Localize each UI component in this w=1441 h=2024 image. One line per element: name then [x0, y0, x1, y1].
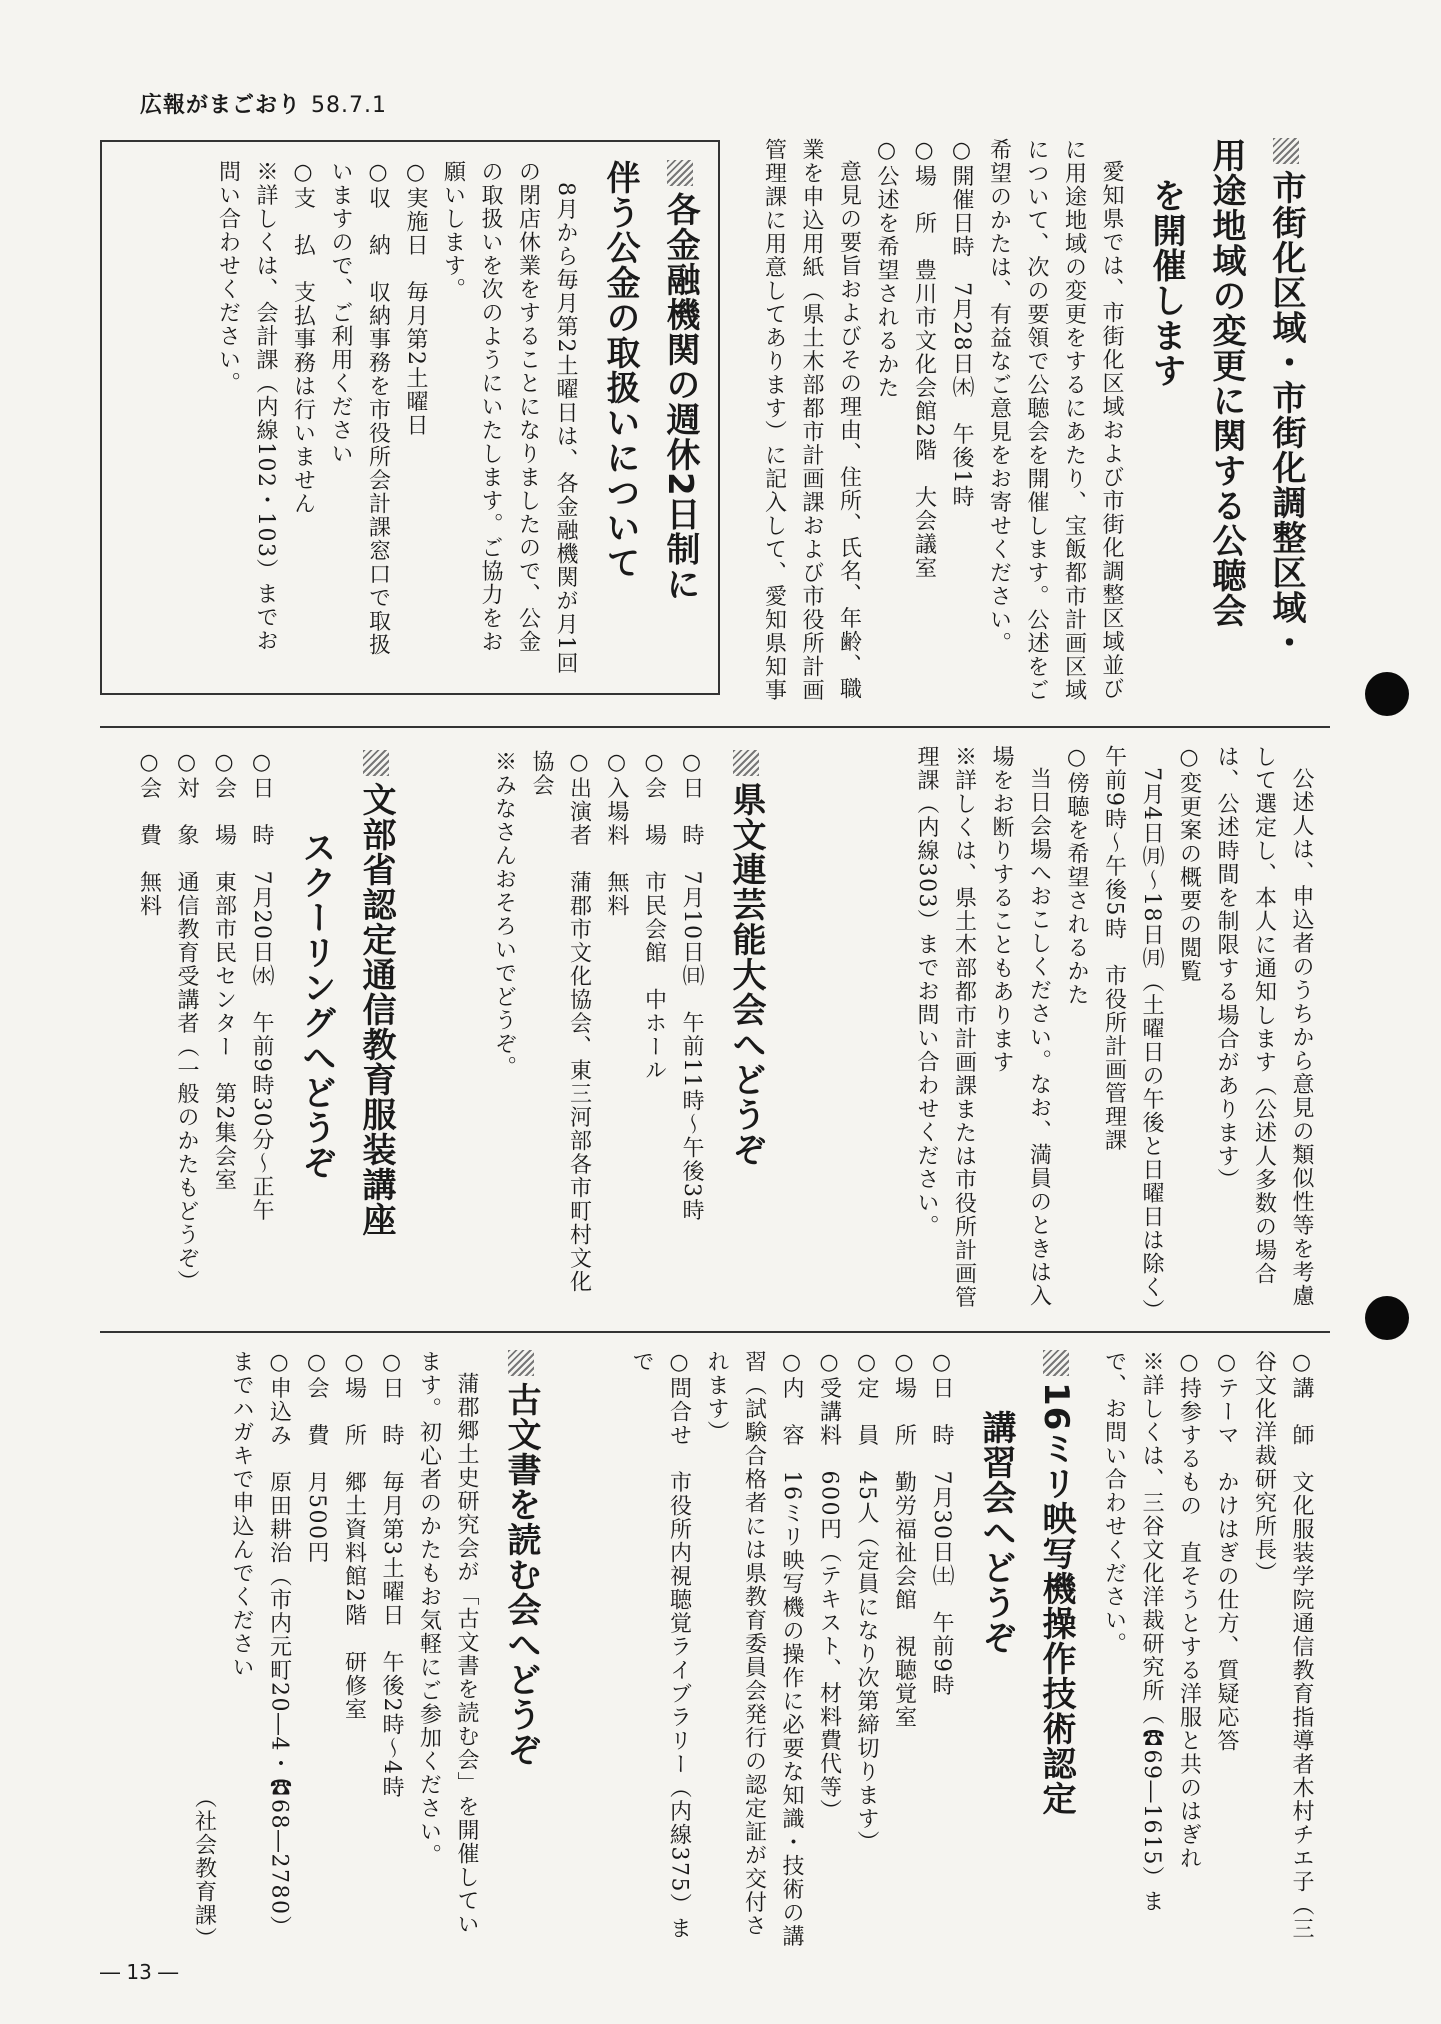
- info-row: ○受講料600円（テキスト、材料費代等）: [816, 1350, 842, 1823]
- info-row: ○会 費無料: [136, 750, 162, 918]
- article-title: 16ミリ映写機操作技術認定: [1032, 1350, 1080, 1950]
- punch-hole-top: [1365, 672, 1409, 716]
- article-title: 用途地域の変更に関する公聴会: [1206, 138, 1246, 628]
- info-row: ○日 時7月30日㈯ 午前9時: [929, 1350, 954, 1697]
- info-heading: ○変更案の概要の閲覧: [1176, 745, 1202, 983]
- info-row: ○対 象通信教育受講者（一般のかたもどうぞ）: [174, 750, 199, 1294]
- info-row: ○会 費月500円: [304, 1350, 329, 1564]
- article-title: 市街化区域・市街化調整区域・: [1262, 138, 1310, 713]
- hatch-icon: [508, 1350, 534, 1376]
- info-row: ○収 納収納事務を市役所会計課窓口で取扱いますので、ご利用ください: [328, 160, 391, 657]
- info-row: ○講 師文化服装学院通信教育指導者木村チエ子（三谷文化洋裁研究所長）: [1251, 1350, 1314, 1941]
- divider-bottom: [100, 1331, 1330, 1333]
- info-row: ○出演者蒲郡市文化協会、東三河部各市町村文化協会: [529, 750, 592, 1294]
- info-row: ○日 時7月20日㈬ 午前9時30分～正午: [249, 750, 274, 1222]
- info-row: ○定 員45人（定員になり次第締切ります）: [854, 1350, 879, 1854]
- info-row: ○場 所勤労福祉会館 視聴覚室: [891, 1350, 917, 1729]
- info-row: ○日 時7月10日㈰ 午前11時～午後3時: [679, 750, 704, 1222]
- info-row: ○テーマかけはぎの仕方、質疑応答: [1214, 1350, 1239, 1753]
- punch-hole-bottom: [1365, 1296, 1409, 1340]
- info-note: ※詳しくは、会計課（内線102・103）までお問い合わせください。: [215, 160, 278, 653]
- issue-date: 58.7.1: [311, 93, 387, 118]
- article-title: 各金融機関の週休2日制に: [656, 160, 704, 675]
- hatch-icon: [363, 750, 389, 776]
- info-heading: ○傍聴を希望されるかた: [1064, 745, 1089, 1007]
- info-row: ○申込み原田耕治（市内元町20―4・☎68―2780）までハガキで申込んでください: [229, 1350, 292, 1939]
- article-intro: 8月から毎月第2土曜日は、各金融機関が月1回の閉店休業をすることになりましたので、公金の取扱いを次のようにいたします。ご協力をお願いします。: [440, 160, 578, 675]
- info-text: 当日会場へおこしください。なお、満員のときは入場をお断りすることもあります: [989, 745, 1052, 1308]
- page-header: [140, 88, 387, 119]
- info-text: 7月4日㈪～18日㈪（土曜日の午後と日曜日は除く）午前9時～午後5時 市役所計画管理課: [1101, 745, 1164, 1312]
- info-text: 意見の要旨およびその理由、住所、氏名、年齢、職業を申込用紙（県土木部都市計画課および市役所計画管理課に用意してあります）に記入して、愛知県知事: [761, 138, 862, 702]
- article-schooling-cont: [1100, 1350, 1320, 1950]
- info-text: 公述人は、申込者のうちから意見の類似性等を考慮して選定し、本人に通知します（公述人多数の場合は、公述時間を制限する場合があります）: [1214, 745, 1314, 1308]
- article-projector-course: [560, 1350, 1080, 1950]
- info-row: ○場 所豊川市文化会館2階 大会議室: [911, 138, 937, 580]
- article-intro: 蒲郡郷土史研究会が「古文書を読む会」を開催しています。初心者のかたもお気軽にご参加ください。: [416, 1350, 479, 1936]
- article-bank-holiday: [100, 140, 720, 695]
- article-public-hearing-cont: [790, 745, 1320, 1315]
- info-row: ○実施日毎月第2土曜日: [403, 160, 428, 437]
- hatch-icon: [1273, 138, 1299, 164]
- article-intro: 愛知県では、市街化区域および市街化調整区域並びに用途地域の変更をするにあたり、宝飯都市計画区域について、次の要領で公聴会を開催します。公述をご希望のかたは、有益なご意見をお寄せください。: [986, 138, 1124, 702]
- article-credit: （社会教育課）: [191, 1785, 217, 1950]
- info-row: ○問合せ市役所内視聴覚ライブラリー（内線375）まで: [629, 1350, 692, 1940]
- article-title: 講習会へどうぞ: [976, 1410, 1016, 1655]
- hatch-icon: [733, 750, 759, 776]
- article-old-documents: [100, 1350, 545, 1950]
- info-row: ○開催日時7月28日㈭ 午後1時: [949, 138, 974, 509]
- article-arts-festival: [415, 750, 770, 1315]
- divider-top: [100, 726, 1330, 728]
- info-row: ○内 容16ミリ映写機の操作に必要な知識・技術の講習（試験合格者には県教育委員会発行の認定証が交付されます）: [704, 1350, 804, 1948]
- info-row: ○会 場東部市民センター 第2集会室: [211, 750, 237, 1192]
- info-row: ○場 所郷土資料館2階 研修室: [341, 1350, 367, 1721]
- info-row: ○会 場市民会館 中ホール: [641, 750, 667, 1082]
- info-heading: ○公述を希望されるかた: [874, 138, 899, 400]
- info-note: ※詳しくは、県土木部都市計画課または市役所計画管理課（内線303）までお問い合わせください。: [914, 745, 977, 1309]
- page-number: ― 13 ―: [100, 1960, 179, 1984]
- info-row: ○日 時毎月第3土曜日 午後2時～4時: [379, 1350, 404, 1799]
- article-title: 県文連芸能大会へどうぞ: [722, 750, 770, 1315]
- info-row: ○持参するもの直そうとする洋服と共のはぎれ: [1176, 1350, 1202, 1870]
- info-row: ○入場料無料: [604, 750, 629, 918]
- info-row: ○支 払支払事務は行いません: [290, 160, 316, 516]
- article-title: 文部省認定通信教育服装講座: [352, 750, 400, 1315]
- article-title: を開催します: [1146, 178, 1186, 388]
- info-note: ※詳しくは、三谷文化洋裁研究所（☎69―1615）まで、お問い合わせください。: [1101, 1350, 1164, 1913]
- hatch-icon: [667, 160, 693, 186]
- article-title: スクーリングへどうぞ: [296, 830, 336, 1180]
- info-note: ※みなさんおそろいでどうぞ。: [491, 750, 517, 1079]
- article-schooling: [100, 750, 400, 1315]
- hatch-icon: [1043, 1350, 1069, 1376]
- article-public-hearing: [760, 138, 1310, 713]
- article-title: 伴う公金の取扱いについて: [600, 160, 640, 580]
- article-title: 古文書を読む会へどうぞ: [497, 1350, 545, 1950]
- publication-title: 広報がまごおり: [140, 93, 302, 118]
